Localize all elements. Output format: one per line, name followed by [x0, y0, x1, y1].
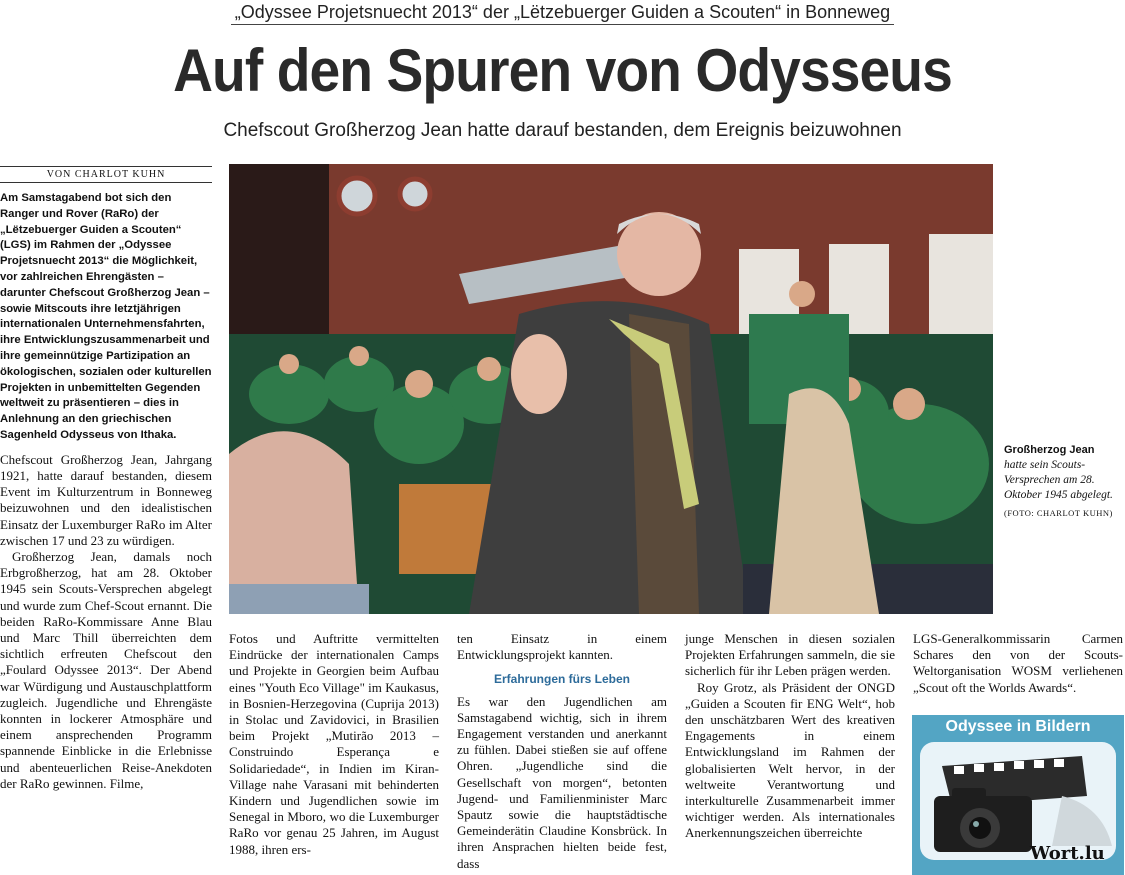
- column-3: [457, 631, 667, 872]
- photo-gallery-box[interactable]: [912, 715, 1124, 875]
- caption-credit: (FOTO: CHARLOT KUHN): [1004, 508, 1113, 518]
- gallery-title: Odyssee in Bildern: [945, 718, 1091, 735]
- section-subtitle: Erfahrungen fürs Leben: [493, 672, 630, 687]
- kicker-text: „Odyssee Projetsnuecht 2013“ der „Lëtzebuerger Guiden a Scouten“ in Bonneweg: [231, 2, 894, 25]
- paragraph: Chefscout Großherzog Jean, Jahrgang 1921, hatte darauf bestanden, diesem Event im Kulturzentrum in Bonneweg beizuwohnen und den idealistischen Einsatz der Luxemburger RaRo im Alter zwischen 17 und 23 zu würdigen.: [0, 451, 212, 548]
- paragraph: junge Menschen in diesen sozialen Projekten Erfahrungen sammeln, die sie sicherlich für ihr Leben prägen werden.: [685, 631, 895, 679]
- lead-paragraph: Am Samstagabend bot sich den Ranger und Rover (RaRo) der „Lëtzebuerger Guiden a Scouten“ (LGS) im Rahmen der „Odyssee Projetsnuecht 2013“ die Möglichkeit, vor zahlreichen Ehrengästen – darunter Chefscout Großherzog Jean – sowie Mitscouts ihre letztjährigen internationalen Unternehmensfahrten, ihre Entwicklungszusammenarbeit und ihre gemeinnützige Partizipation an ökologischen, sozialen oder kulturellen Projekten in unbemittelten Gegenden weltweit zu präsentieren – dies in Anlehnung an den griechischen Sagenheld Odysseus von Ithaka.: [0, 192, 212, 441]
- photo-illustration: [229, 164, 993, 614]
- photo-caption: [1004, 443, 1122, 521]
- byline: VON CHARLOT KUHN: [0, 166, 212, 183]
- paragraph: Roy Grotz, als Präsident der ONGD „Guiden a Scouten fir ENG Welt“, hob den unschätzbaren Wert des kreativen Engagements in einem Entwicklungsland im Rahmen der globalisierten Welt hervor, in der weltweite Verantwortung und interkulturelle Zusammenarbeit immer wichtiger werden. Als internationales Anerkennungszeichen überreichte: [685, 679, 895, 841]
- column-5: [913, 631, 1123, 696]
- paragraph: LGS-Generalkommissarin Carmen Schares den von der Scouts-Weltorganisation WOSM verliehenen „Scout oft the Worlds Awards“.: [913, 631, 1123, 695]
- column-4: [685, 631, 895, 842]
- paragraph: Großherzog Jean, damals noch Erbgroßherzog, hat am 28. Oktober 1945 sein Scouts-Versprechen abgelegt und wurde zum Chef-Scout ernannt. Die beiden RaRo-Kommissare Anne Blau und Marc Thill überreichten dem sichtlich erfreuten Chefscout den „Foulard Odyssee 2013“. Der Abend war Würdigung und Austauschplattform zugleich. Jugendliche und Ehrengäste konnten in lockerer Atmosphäre und einem ansprechenden Programm spannende Einblicke in die Erlebnisse und abenteuerlichen Reise-Anekdoten der RaRo gewinnen. Filme,: [0, 548, 212, 791]
- column-1: [0, 166, 212, 792]
- kicker: [0, 2, 1125, 23]
- caption-text: hatte sein Scouts-Versprechen am 28. Oktober 1945 abgelegt.: [1004, 459, 1113, 501]
- paragraph: Fotos und Auftritte vermittelten Eindrücke der internationalen Camps und Projekte in Georgien beim Aufbau eines "Youth Eco Village" im Kaukasus, in Bosnien-Herzegovina (Cuprija 2013) in Stolac und Zavidovici, in Brasilien beim Projekt „Mutirão 2013 – Construindo Esperança e Solidariedade“, in Indien im Kiran-Village nahe Varasani mit behinderten Kindern und Jugendlichen sowie im Senegal in Mboro, wo die Luxemburger RaRo vor genau 25 Jahren, im August 1988, ihren ers-: [229, 631, 439, 857]
- caption-label: Großherzog Jean: [1004, 444, 1095, 456]
- paragraph: ten Einsatz in einem Entwicklungsprojekt kannten.: [457, 631, 667, 663]
- main-photo: [229, 164, 993, 614]
- wort-logo: Wort.lu: [1030, 843, 1105, 864]
- body-column-1: [0, 452, 212, 792]
- paragraph: Es war den Jugendlichen am Samstagabend wichtig, sich in ihrem Engagement verstanden und anerkannt zu fühlen. Dabei stießen sie auf offene Ohren. „Jugendliche sind die Gesellschaft von morgen“, betonten Jugend- und Familienminister Marc Spautz sowie die hauptstädtische Gemeinderätin Claudine Konsbrück. In ihren Ansprachen hielten beide fest, dass: [457, 693, 667, 871]
- headline: Auf den Spuren von Odysseus: [173, 37, 952, 104]
- column-2: [229, 631, 439, 858]
- subheadline: Chefscout Großherzog Jean hatte darauf bestanden, dem Ereignis beizuwohnen: [223, 120, 902, 141]
